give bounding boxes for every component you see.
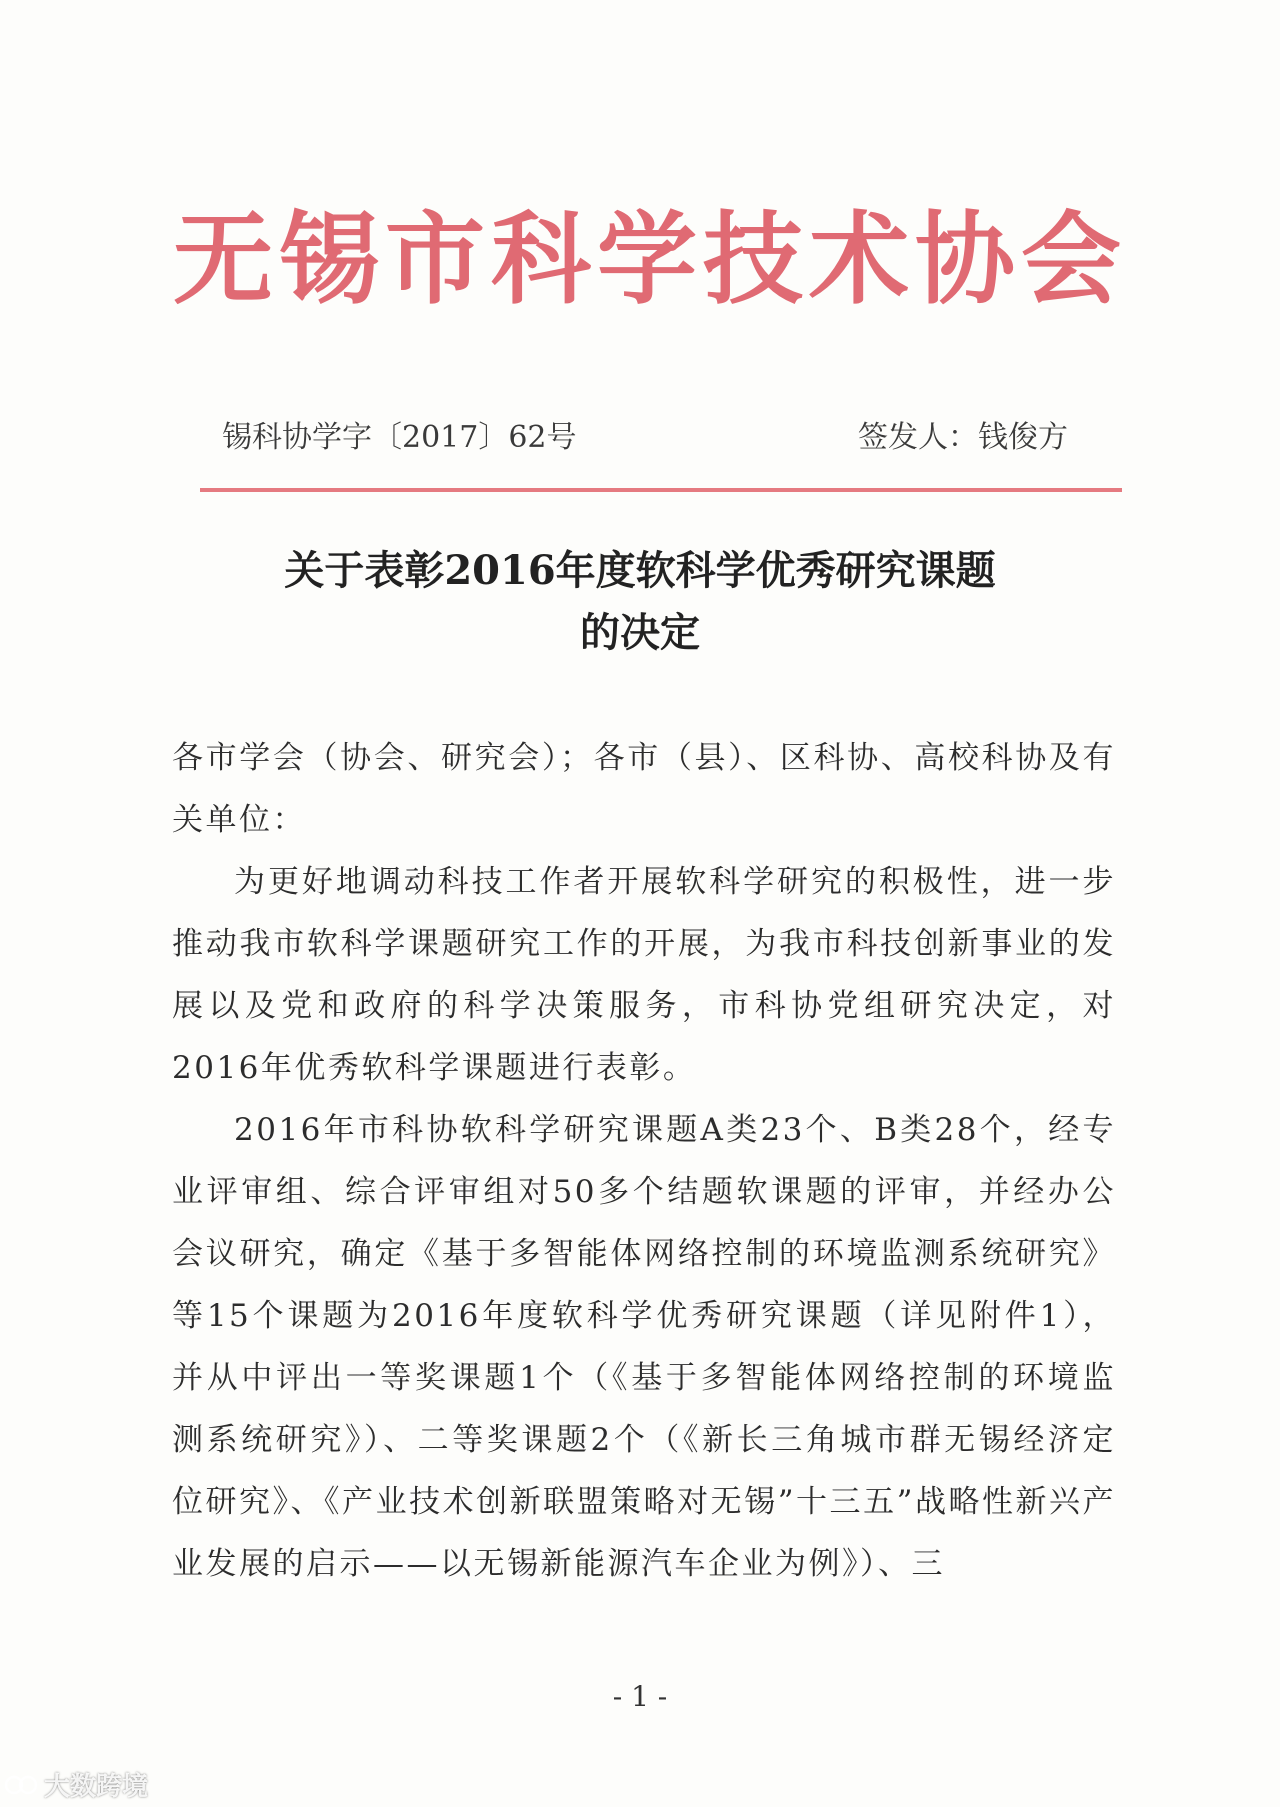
- document-body: [172, 727, 1116, 1595]
- watermark: [4, 1766, 148, 1803]
- signer: 签发人：钱俊方: [858, 420, 1068, 455]
- document-title-line-1: 关于表彰2016年度软科学优秀研究课题: [284, 547, 996, 594]
- salutation: 各市学会（协会、研究会）；各市（县）、区科协、高校科协及有关单位：: [172, 740, 1116, 838]
- paragraph-2: 2016年市科协软科学研究课题A类23个、B类28个，经专业评审组、综合评审组对50多个结题软课题的评审，并经办公会议研究，确定《基于多智能体网络控制的环境监测系统研究》等15个课题为2016年度软科学优秀研究课题（详见附件1），并从中评出一等奖课题1个（《基于多智能体网络控制的环境监测系统研究》）、二等奖课题2个（《新长三角城市群无锡经济定位研究》、《产业技术创新联盟策略对无锡”十三五”战略性新兴产业发展的启示——以无锡新能源汽车企业为例》）、三: [172, 1112, 1116, 1582]
- organization-header: 无锡市科学技术协会: [173, 201, 1127, 318]
- red-divider: [200, 488, 1122, 492]
- watermark-logo-icon: [4, 1772, 38, 1798]
- document-title-line-2: 的决定: [580, 609, 700, 656]
- document-title: [150, 540, 1130, 664]
- page-number: - 1 -: [612, 1680, 668, 1713]
- paragraph-1: 为更好地调动科技工作者开展软科学研究的积极性，进一步推动我市软科学课题研究工作的开展，为我市科技创新事业的发展以及党和政府的科学决策服务，市科协党组研究决定，对2016年优秀软科学课题进行表彰。: [172, 864, 1116, 1086]
- document-number: 锡科协学字〔2017〕62号: [222, 420, 577, 455]
- watermark-text: 大数跨境: [44, 1772, 149, 1802]
